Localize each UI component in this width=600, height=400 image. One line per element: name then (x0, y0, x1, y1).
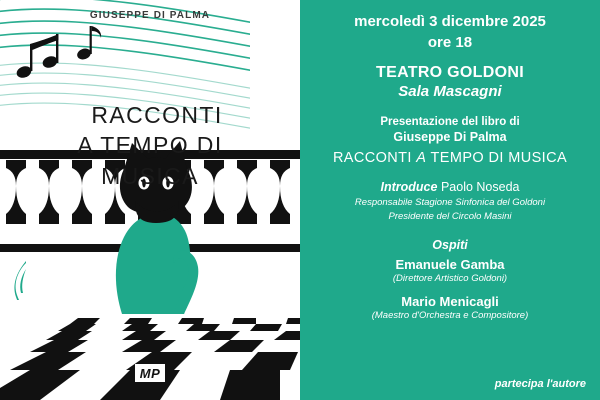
event-info-panel (300, 0, 600, 400)
introduce-role-line-2: Presidente del Circolo Masini (388, 211, 512, 223)
footer-note: partecipa l'autore (494, 378, 586, 390)
guest-name-1: Emanuele Gamba (395, 256, 505, 272)
event-date: mercoledì 3 dicembre 2025 (354, 13, 546, 30)
book-title-em: A (416, 150, 427, 167)
guest-name-2: Mario Menicagli (401, 293, 499, 309)
cover-author: GIUSEPPE DI PALMA (89, 10, 211, 21)
book-title-pre: RACCONTI (332, 150, 417, 167)
event-venue: TEATRO GOLDONI (376, 64, 524, 82)
publisher-logo (0, 364, 300, 384)
presentation-label: Presentazione del libro di (380, 116, 520, 129)
cover-title-line-3: MUSICA (101, 162, 199, 189)
introduce-label: Introduce (380, 180, 438, 195)
book-title-post: TEMPO DI MUSICA (426, 150, 568, 167)
guest-role-1: (Direttore Artistico Goldoni) (392, 272, 508, 284)
guest-role-2: (Maestro d'Orchestra e Compositore) (371, 309, 529, 321)
introduce-name: Paolo Noseda (440, 180, 520, 195)
cover-title (0, 100, 300, 191)
checkered-floor-icon (0, 300, 300, 400)
introduce-line (310, 180, 590, 194)
cover-title-line-2: A TEMPO DI (77, 132, 223, 159)
guests-label: Ospiti (432, 237, 468, 252)
cover-title-line-1: RACCONTI (91, 102, 223, 128)
book-title (310, 150, 590, 166)
event-hall: Sala Mascagni (398, 83, 502, 101)
introduce-role-line-1: Responsabile Stagione Sinfonica del Goldoni (354, 197, 546, 209)
publisher-label: MP (135, 364, 166, 384)
event-time: ore 18 (427, 34, 473, 52)
book-author: Giuseppe Di Palma (393, 130, 507, 145)
